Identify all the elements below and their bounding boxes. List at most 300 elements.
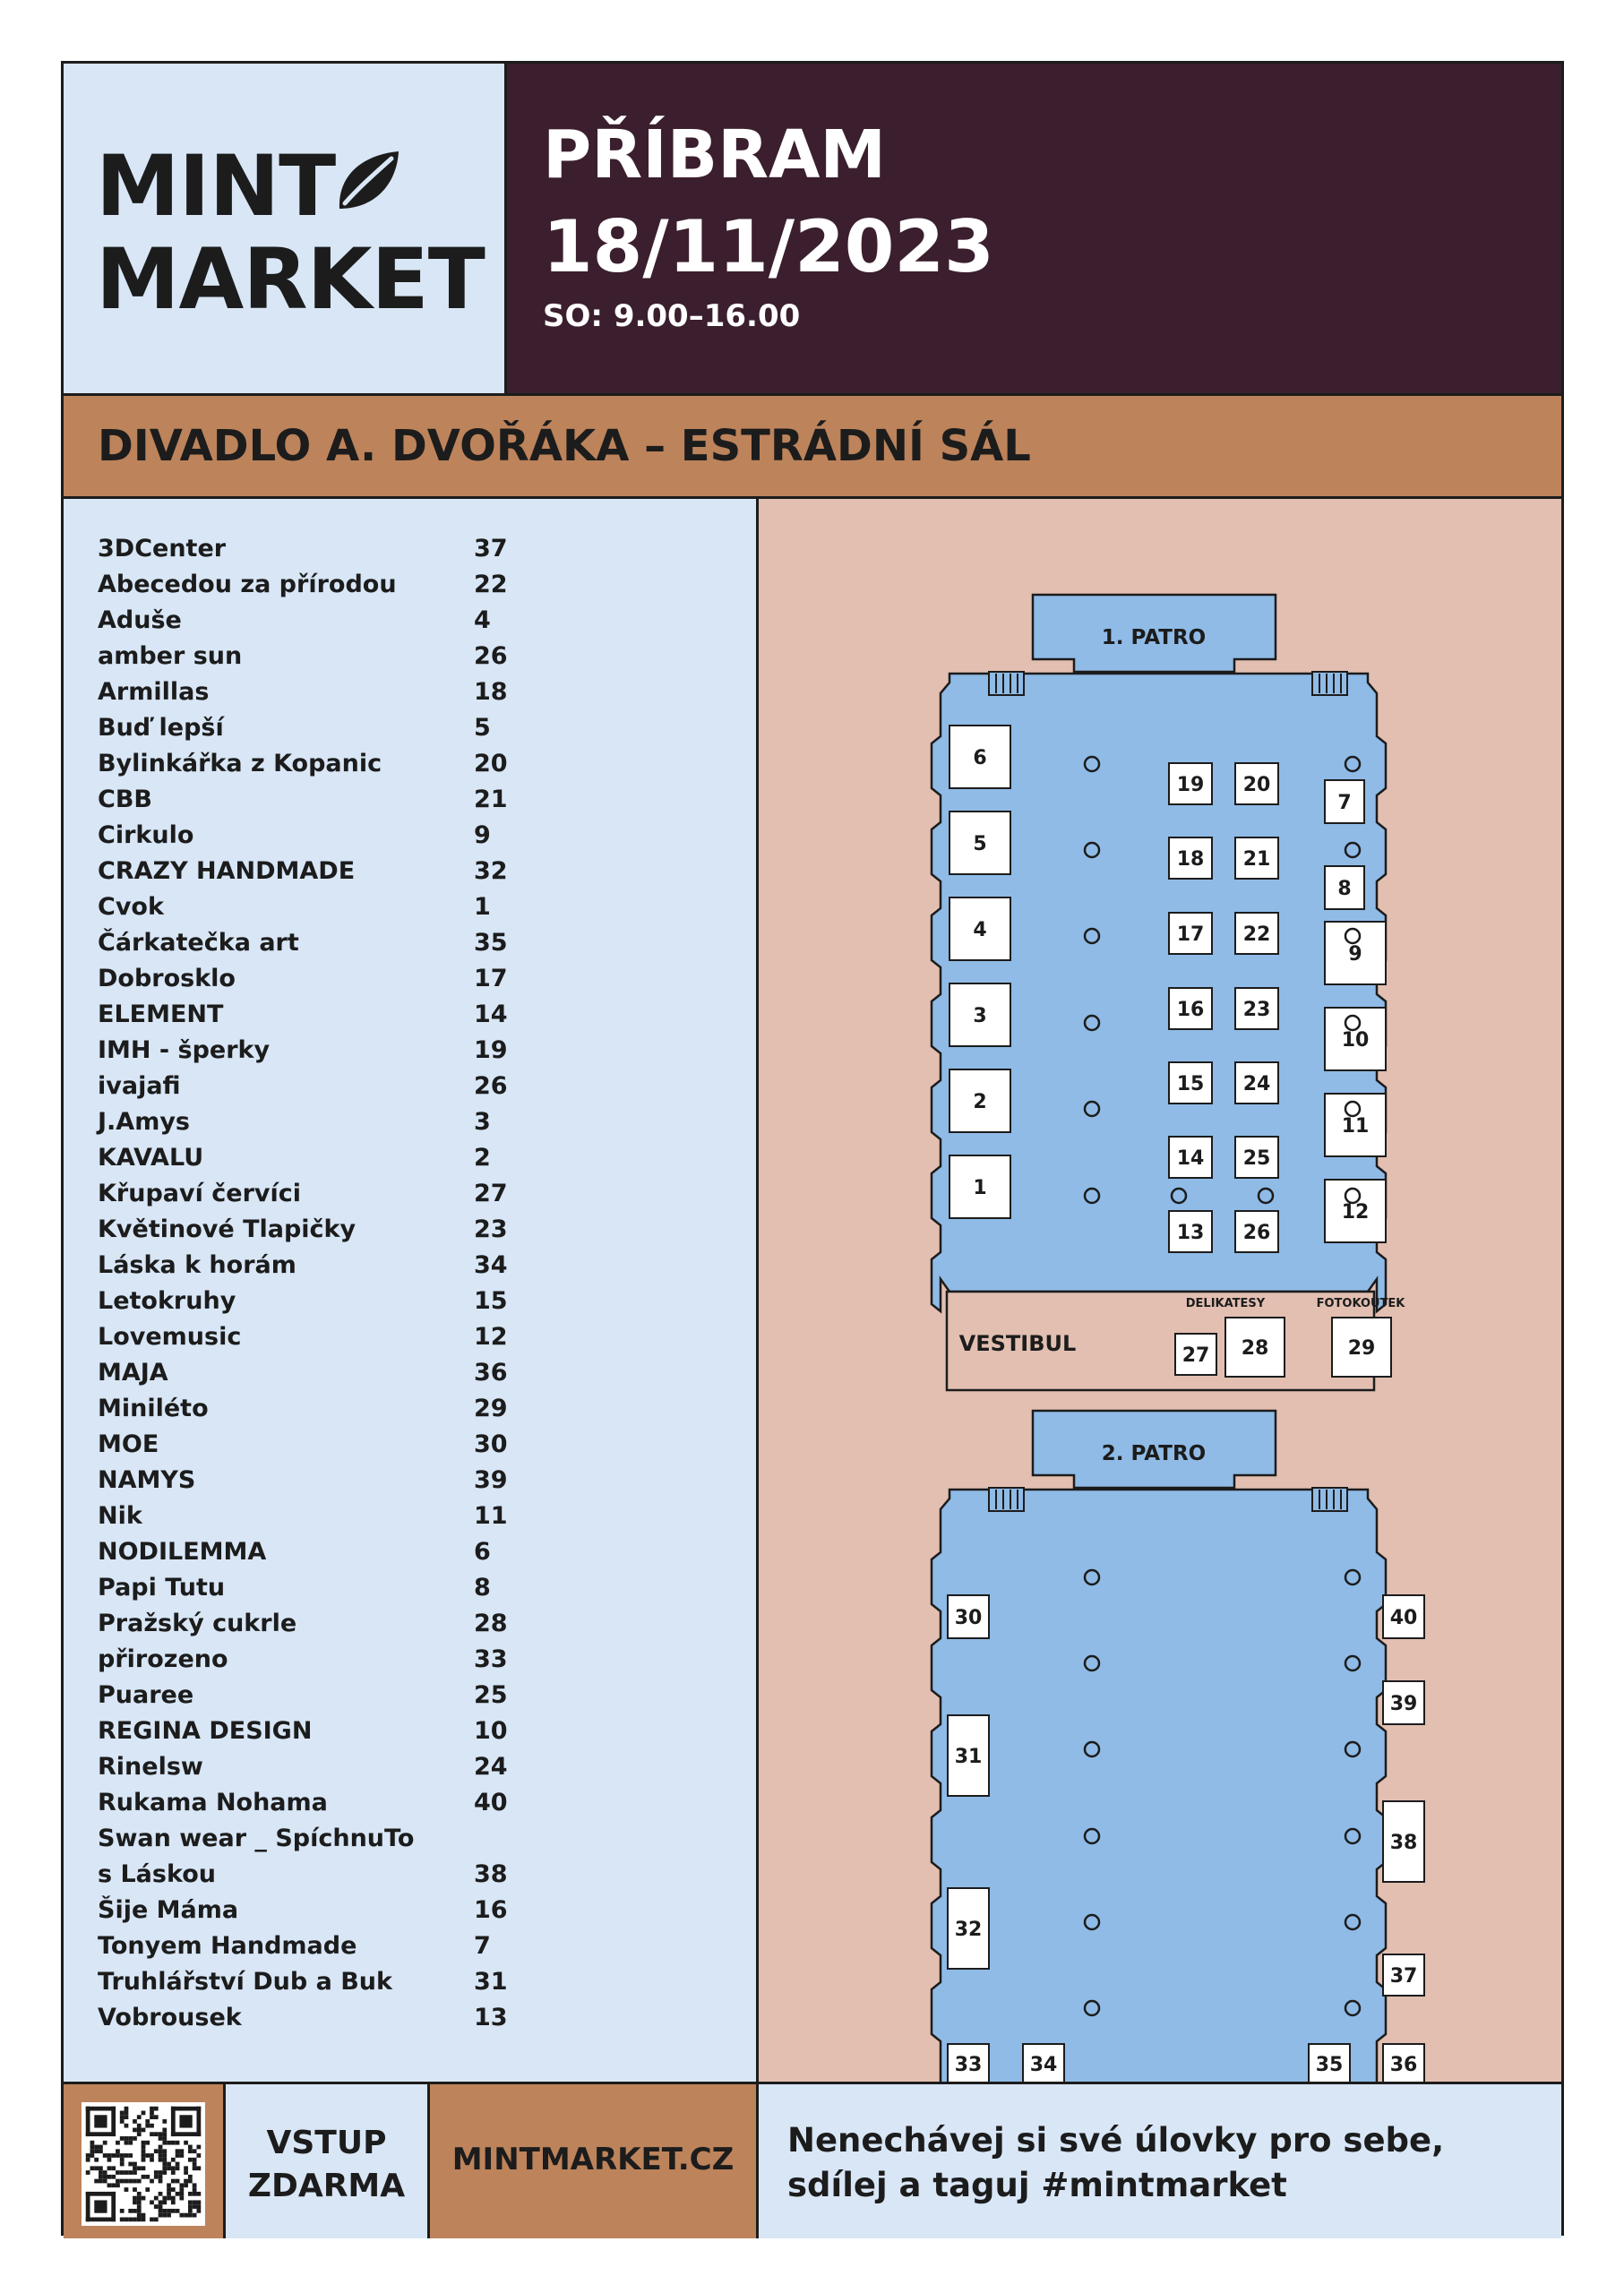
exhibitor-name: Lovemusic bbox=[98, 1323, 242, 1351]
qr-module bbox=[142, 2196, 146, 2201]
qr-module bbox=[116, 2183, 120, 2187]
exhibitor-name: Bylinkářka z Kopanic bbox=[98, 750, 382, 777]
qr-module bbox=[154, 2217, 159, 2221]
exhibitor-name: Buď lepší bbox=[98, 714, 224, 742]
qr-module bbox=[188, 2192, 193, 2196]
exhibitor-name: Miniléto bbox=[98, 1395, 209, 1422]
qr-module bbox=[137, 2132, 142, 2136]
qr-module bbox=[107, 2175, 112, 2179]
qr-module bbox=[137, 2124, 142, 2128]
exhibitor-stand-number: 9 bbox=[474, 821, 491, 849]
qr-module bbox=[111, 2175, 116, 2179]
qr-module bbox=[179, 2196, 184, 2201]
stand-number: 12 bbox=[1341, 1201, 1370, 1224]
exhibitor-stand-number: 16 bbox=[474, 1896, 508, 1924]
qr-module bbox=[162, 2136, 167, 2141]
qr-module bbox=[196, 2166, 201, 2170]
exhibitor-name: Armillas bbox=[98, 678, 210, 706]
qr-module bbox=[145, 2119, 150, 2124]
exhibitor-stand-number: 4 bbox=[474, 606, 491, 634]
qr-module bbox=[150, 2132, 154, 2136]
qr-module bbox=[133, 2217, 137, 2221]
qr-module bbox=[162, 2170, 167, 2175]
exhibitor-stand-number: 40 bbox=[474, 1789, 508, 1816]
qr-module bbox=[150, 2115, 154, 2119]
website-link[interactable]: MINTMARKET.CZ bbox=[451, 2142, 735, 2177]
message-line-2: sdílej a taguj #mintmarket bbox=[787, 2166, 1287, 2204]
qr-module bbox=[94, 2149, 99, 2153]
qr-module bbox=[125, 2124, 129, 2128]
stand-number: 32 bbox=[954, 1919, 983, 1941]
stand-number: 24 bbox=[1242, 1073, 1271, 1095]
stand-number: 8 bbox=[1337, 878, 1352, 900]
qr-module bbox=[193, 2200, 197, 2204]
venue-title: DIVADLO A. DVOŘÁKA – ESTRÁDNÍ SÁL bbox=[98, 421, 1031, 471]
stairs-icon bbox=[989, 1488, 1024, 1511]
exhibitor-name: Abecedou za přírodou bbox=[98, 571, 397, 598]
qr-module bbox=[162, 2213, 167, 2218]
floor-plan-panel bbox=[759, 499, 1561, 2082]
exhibitor-stand-number: 27 bbox=[474, 1180, 508, 1207]
qr-finder bbox=[196, 2107, 201, 2136]
exhibitor-row bbox=[98, 1681, 546, 1717]
exhibitor-stand-number: 22 bbox=[474, 571, 508, 598]
qr-module bbox=[99, 2175, 103, 2179]
qr-module bbox=[176, 2166, 180, 2170]
qr-module bbox=[176, 2179, 180, 2184]
qr-module bbox=[133, 2119, 137, 2124]
stand-number: 6 bbox=[973, 747, 987, 769]
exhibitor-stand-number: 3 bbox=[474, 1108, 491, 1136]
stand-number: 9 bbox=[1348, 943, 1362, 966]
exhibitor-row bbox=[98, 1789, 546, 1825]
qr-module bbox=[145, 2141, 150, 2145]
exhibitor-stand-number: 20 bbox=[474, 750, 508, 777]
exhibitor-stand-number: 38 bbox=[474, 1860, 508, 1888]
qr-module bbox=[145, 2153, 150, 2158]
qr-module bbox=[196, 2192, 201, 2196]
stairs-icon bbox=[989, 672, 1024, 695]
qr-finder bbox=[111, 2107, 116, 2136]
qr-finder bbox=[86, 2107, 90, 2136]
exhibitor-stand-number: 25 bbox=[474, 1681, 508, 1709]
qr-module bbox=[196, 2153, 201, 2158]
exhibitor-row bbox=[98, 1287, 546, 1323]
exhibitor-stand-number: 35 bbox=[474, 929, 508, 957]
qr-module bbox=[188, 2209, 193, 2213]
qr-module bbox=[99, 2170, 103, 2175]
exhibitor-name: Pražský cukrle bbox=[98, 1610, 297, 1637]
qr-module bbox=[167, 2183, 171, 2187]
qr-module bbox=[184, 2179, 188, 2184]
stand-number: 33 bbox=[954, 2054, 983, 2076]
qr-finder bbox=[86, 2217, 116, 2221]
qr-module bbox=[159, 2149, 163, 2153]
qr-module bbox=[145, 2175, 150, 2179]
qr-finder bbox=[171, 2107, 176, 2136]
exhibitor-name: Papi Tutu bbox=[98, 1574, 226, 1602]
delicatessen-label: DELIKATESY bbox=[1185, 1297, 1266, 1310]
exhibitor-stand-number: 5 bbox=[474, 714, 491, 742]
exhibitor-stand-number: 1 bbox=[474, 893, 491, 921]
qr-module bbox=[111, 2153, 116, 2158]
qr-module bbox=[167, 2141, 171, 2145]
logo-line-2: MARKET bbox=[96, 231, 485, 329]
qr-module bbox=[154, 2132, 159, 2136]
qr-module bbox=[90, 2153, 95, 2158]
stand-number: 7 bbox=[1337, 792, 1352, 814]
exhibitor-row bbox=[98, 1610, 546, 1645]
qr-finder bbox=[171, 2107, 201, 2111]
exhibitor-list bbox=[98, 535, 546, 2040]
qr-module bbox=[137, 2209, 142, 2213]
qr-module bbox=[120, 2111, 125, 2116]
exhibitor-name: Čárkatečka art bbox=[98, 929, 299, 957]
exhibitor-list-panel bbox=[64, 499, 759, 2082]
entry-line-2: ZDARMA bbox=[247, 2168, 406, 2204]
qr-module bbox=[137, 2115, 142, 2119]
qr-module bbox=[179, 2149, 184, 2153]
exhibitor-row bbox=[98, 1072, 546, 1108]
stand-number: 11 bbox=[1341, 1115, 1370, 1138]
city-title: PŘÍBRAM bbox=[543, 116, 887, 193]
stand-number: 13 bbox=[1176, 1222, 1205, 1244]
exhibitor-row bbox=[98, 1108, 546, 1144]
qr-module bbox=[171, 2209, 176, 2213]
qr-module bbox=[116, 2153, 120, 2158]
qr-module bbox=[107, 2183, 112, 2187]
exhibitor-stand-number: 8 bbox=[474, 1574, 491, 1602]
qr-module bbox=[142, 2175, 146, 2179]
qr-code-icon[interactable] bbox=[82, 2102, 205, 2226]
exhibitor-name: REGINA DESIGN bbox=[98, 1717, 313, 1745]
exhibitor-row bbox=[98, 714, 546, 750]
qr-module bbox=[142, 2141, 146, 2145]
qr-module bbox=[94, 2179, 99, 2184]
qr-module bbox=[142, 2217, 146, 2221]
qr-module bbox=[196, 2209, 201, 2213]
exhibitor-row bbox=[98, 1036, 546, 1072]
stand-number: 18 bbox=[1176, 848, 1205, 871]
qr-module bbox=[116, 2141, 120, 2145]
qr-module bbox=[120, 2115, 125, 2119]
qr-module bbox=[125, 2136, 129, 2141]
exhibitor-name: Truhlářství Dub a Buk bbox=[98, 1968, 392, 1996]
qr-module bbox=[128, 2170, 133, 2175]
stand-number: 16 bbox=[1176, 999, 1205, 1021]
qr-module bbox=[86, 2158, 90, 2162]
exhibitor-row bbox=[98, 1574, 546, 1610]
qr-module bbox=[150, 2200, 154, 2204]
logo bbox=[96, 138, 485, 329]
exhibitor-name: ELEMENT bbox=[98, 1001, 224, 1028]
exhibitor-stand-number: 36 bbox=[474, 1359, 508, 1387]
exhibitor-row bbox=[98, 1001, 546, 1036]
qr-module bbox=[142, 2145, 146, 2150]
qr-module bbox=[120, 2136, 125, 2141]
stand-number: 27 bbox=[1181, 1344, 1210, 1367]
qr-module bbox=[179, 2153, 184, 2158]
stand-number: 3 bbox=[973, 1005, 987, 1027]
stand-number: 10 bbox=[1341, 1029, 1370, 1052]
qr-module bbox=[142, 2149, 146, 2153]
qr-module bbox=[103, 2141, 107, 2145]
exhibitor-row bbox=[98, 1395, 546, 1430]
qr-module bbox=[145, 2124, 150, 2128]
exhibitor-row bbox=[98, 750, 546, 786]
qr-module bbox=[188, 2179, 193, 2184]
exhibitor-stand-number: 13 bbox=[474, 2004, 508, 2031]
qr-module bbox=[142, 2153, 146, 2158]
stand-number: 39 bbox=[1389, 1693, 1418, 1715]
qr-module bbox=[162, 2149, 167, 2153]
exhibitor-stand-number: 12 bbox=[474, 1323, 508, 1351]
qr-module bbox=[167, 2209, 171, 2213]
exhibitor-stand-number: 18 bbox=[474, 678, 508, 706]
qr-module bbox=[193, 2213, 197, 2218]
stand-number: 29 bbox=[1347, 1337, 1376, 1360]
qr-module bbox=[154, 2175, 159, 2179]
qr-module bbox=[99, 2145, 103, 2150]
qr-module bbox=[159, 2179, 163, 2184]
exhibitor-stand-number: 30 bbox=[474, 1430, 508, 1458]
qr-module bbox=[137, 2128, 142, 2133]
qr-module bbox=[162, 2166, 167, 2170]
qr-module bbox=[103, 2170, 107, 2175]
qr-module bbox=[188, 2149, 193, 2153]
qr-finder bbox=[86, 2107, 116, 2111]
qr-module bbox=[103, 2179, 107, 2184]
qr-finder bbox=[86, 2192, 116, 2196]
qr-finder bbox=[94, 2200, 107, 2212]
qr-module bbox=[137, 2213, 142, 2218]
exhibitor-name: CBB bbox=[98, 786, 152, 813]
exhibitor-name: Cirkulo bbox=[98, 821, 194, 849]
exhibitor-row bbox=[98, 2004, 546, 2040]
qr-module bbox=[142, 2111, 146, 2116]
exhibitor-stand-number: 26 bbox=[474, 642, 508, 670]
qr-module bbox=[188, 2175, 193, 2179]
exhibitor-stand-number: 31 bbox=[474, 1968, 508, 1996]
qr-module bbox=[171, 2166, 176, 2170]
qr-finder bbox=[94, 2115, 107, 2127]
qr-module bbox=[120, 2162, 125, 2167]
qr-module bbox=[159, 2200, 163, 2204]
qr-module bbox=[128, 2217, 133, 2221]
qr-module bbox=[128, 2141, 133, 2145]
qr-module bbox=[193, 2162, 197, 2167]
qr-module bbox=[162, 2128, 167, 2133]
qr-module bbox=[125, 2141, 129, 2145]
message-panel bbox=[759, 2082, 1561, 2238]
exhibitor-stand-number: 6 bbox=[474, 1538, 491, 1566]
qr-module bbox=[128, 2209, 133, 2213]
stand-number: 37 bbox=[1389, 1965, 1418, 1988]
stand-number: 1 bbox=[973, 1177, 987, 1199]
exhibitor-name: NAMYS bbox=[98, 1466, 196, 1494]
qr-module bbox=[125, 2217, 129, 2221]
qr-module bbox=[162, 2158, 167, 2162]
qr-module bbox=[159, 2209, 163, 2213]
qr-module bbox=[154, 2196, 159, 2201]
qr-module bbox=[137, 2192, 142, 2196]
qr-module bbox=[120, 2170, 125, 2175]
poster-frame bbox=[61, 61, 1564, 2236]
qr-module bbox=[154, 2149, 159, 2153]
qr-module bbox=[142, 2128, 146, 2133]
qr-module bbox=[133, 2166, 137, 2170]
qr-module bbox=[162, 2209, 167, 2213]
exhibitor-stand-number: 29 bbox=[474, 1395, 508, 1422]
exhibitor-stand-number: 10 bbox=[474, 1717, 508, 1745]
exhibitor-row bbox=[98, 1538, 546, 1574]
exhibitor-name: Láska k horám bbox=[98, 1251, 296, 1279]
exhibitor-row bbox=[98, 1645, 546, 1681]
exhibitor-name: Šije Máma bbox=[98, 1896, 239, 1924]
qr-module bbox=[133, 2162, 137, 2167]
exhibitor-row bbox=[98, 1717, 546, 1753]
qr-module bbox=[159, 2145, 163, 2150]
qr-module bbox=[94, 2158, 99, 2162]
qr-module bbox=[159, 2158, 163, 2162]
stand-number: 20 bbox=[1242, 774, 1271, 796]
stairs-icon bbox=[1312, 1488, 1347, 1511]
exhibitor-row bbox=[98, 1896, 546, 1932]
qr-module bbox=[193, 2158, 197, 2162]
qr-module bbox=[128, 2136, 133, 2141]
qr-module bbox=[120, 2217, 125, 2221]
qr-module bbox=[171, 2141, 176, 2145]
exhibitor-row bbox=[98, 678, 546, 714]
stand-number: 21 bbox=[1242, 848, 1271, 871]
qr-module bbox=[179, 2187, 184, 2192]
qr-module bbox=[116, 2170, 120, 2175]
opening-hours: SO: 9.00–16.00 bbox=[543, 298, 801, 334]
exhibitor-row bbox=[98, 1144, 546, 1180]
hashtag-message bbox=[787, 2118, 1540, 2208]
stand-number: 17 bbox=[1176, 923, 1205, 946]
exhibitor-row bbox=[98, 893, 546, 929]
qr-module bbox=[162, 2119, 167, 2124]
qr-module bbox=[125, 2170, 129, 2175]
qr-module bbox=[150, 2107, 154, 2111]
qr-module bbox=[184, 2170, 188, 2175]
qr-module bbox=[179, 2213, 184, 2218]
qr-module bbox=[90, 2141, 95, 2145]
exhibitor-name: s Láskou bbox=[98, 1860, 216, 1888]
qr-module bbox=[133, 2196, 137, 2201]
exhibitor-row bbox=[98, 965, 546, 1001]
vestibule-label: VESTIBUL bbox=[958, 1331, 1077, 1356]
leaf-icon bbox=[332, 144, 404, 216]
qr-module bbox=[171, 2187, 176, 2192]
qr-module bbox=[179, 2183, 184, 2187]
qr-module bbox=[150, 2153, 154, 2158]
qr-panel bbox=[64, 2082, 226, 2238]
qr-module bbox=[167, 2213, 171, 2218]
exhibitor-row bbox=[98, 1251, 546, 1287]
exhibitor-name: Nik bbox=[98, 1502, 142, 1530]
stand-number: 23 bbox=[1242, 999, 1271, 1021]
stand-number: 15 bbox=[1176, 1073, 1205, 1095]
qr-module bbox=[99, 2149, 103, 2153]
qr-module bbox=[120, 2179, 125, 2184]
qr-module bbox=[162, 2132, 167, 2136]
qr-module bbox=[154, 2115, 159, 2119]
exhibitor-stand-number: 37 bbox=[474, 535, 508, 563]
exhibitor-name: ivajafi bbox=[98, 1072, 181, 1100]
qr-module bbox=[90, 2149, 95, 2153]
qr-module bbox=[125, 2187, 129, 2192]
exhibitor-stand-number: 19 bbox=[474, 1036, 508, 1064]
stand-number: 38 bbox=[1389, 1832, 1418, 1854]
exhibitor-stand-number: 39 bbox=[474, 1466, 508, 1494]
qr-module bbox=[137, 2217, 142, 2221]
qr-module bbox=[111, 2183, 116, 2187]
qr-module bbox=[128, 2179, 133, 2184]
qr-module bbox=[159, 2132, 163, 2136]
stand-number: 14 bbox=[1176, 1147, 1205, 1170]
exhibitor-name: Cvok bbox=[98, 893, 164, 921]
qr-module bbox=[150, 2158, 154, 2162]
qr-module bbox=[176, 2192, 180, 2196]
stand-number: 31 bbox=[954, 1746, 983, 1768]
qr-module bbox=[179, 2192, 184, 2196]
exhibitor-row bbox=[98, 1932, 546, 1968]
qr-module bbox=[196, 2145, 201, 2150]
stand-number: 40 bbox=[1389, 1607, 1418, 1629]
qr-module bbox=[184, 2141, 188, 2145]
qr-module bbox=[137, 2179, 142, 2184]
qr-module bbox=[94, 2145, 99, 2150]
floor-2-header-label: 2. PATRO bbox=[1101, 1442, 1207, 1465]
exhibitor-row bbox=[98, 1753, 546, 1789]
qr-module bbox=[120, 2119, 125, 2124]
exhibitor-stand-number: 21 bbox=[474, 786, 508, 813]
qr-module bbox=[193, 2183, 197, 2187]
qr-module bbox=[99, 2179, 103, 2184]
exhibitor-row bbox=[98, 1860, 546, 1896]
exhibitor-row bbox=[98, 929, 546, 965]
qr-module bbox=[184, 2166, 188, 2170]
qr-module bbox=[107, 2158, 112, 2162]
message-line-1: Nenechávej si své úlovky pro sebe, bbox=[787, 2121, 1445, 2160]
exhibitor-stand-number: 23 bbox=[474, 1215, 508, 1243]
qr-module bbox=[188, 2158, 193, 2162]
qr-module bbox=[193, 2166, 197, 2170]
logo-panel bbox=[64, 64, 507, 396]
qr-module bbox=[133, 2179, 137, 2184]
stand-number: 26 bbox=[1242, 1222, 1271, 1244]
qr-module bbox=[176, 2153, 180, 2158]
qr-module bbox=[159, 2153, 163, 2158]
qr-module bbox=[167, 2162, 171, 2167]
stand-number: 36 bbox=[1389, 2054, 1418, 2076]
qr-module bbox=[162, 2141, 167, 2145]
event-header bbox=[507, 64, 1561, 396]
qr-module bbox=[162, 2153, 167, 2158]
qr-module bbox=[103, 2175, 107, 2179]
floor-1-header-label: 1. PATRO bbox=[1101, 626, 1207, 649]
exhibitor-row bbox=[98, 857, 546, 893]
qr-module bbox=[145, 2187, 150, 2192]
exhibitor-row bbox=[98, 1430, 546, 1466]
stand-number: 5 bbox=[973, 833, 987, 855]
exhibitor-row bbox=[98, 1359, 546, 1395]
qr-module bbox=[159, 2192, 163, 2196]
stand-number: 34 bbox=[1029, 2054, 1058, 2076]
exhibitor-name: Rinelsw bbox=[98, 1753, 203, 1781]
